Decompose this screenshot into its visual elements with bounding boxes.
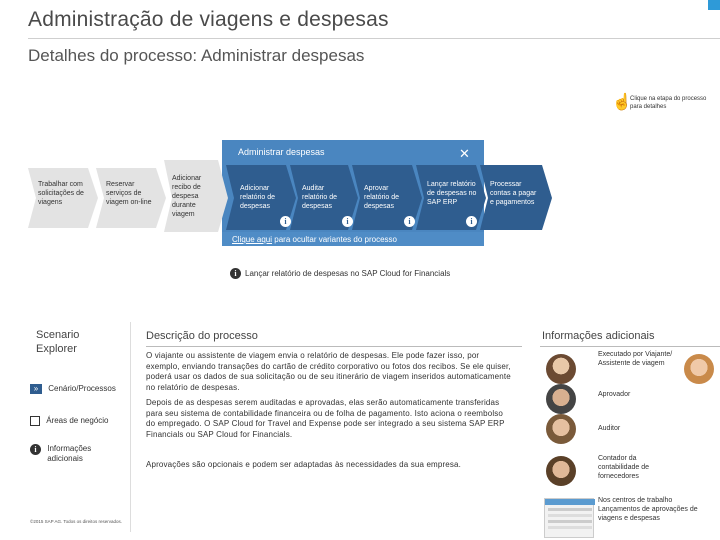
grid-icon xyxy=(30,416,40,426)
approver-avatar xyxy=(546,384,576,414)
variant-toggle xyxy=(232,235,397,244)
info-icon[interactable]: i xyxy=(230,268,241,279)
description-divider xyxy=(146,346,522,347)
chevron-right-icon: » xyxy=(30,384,42,394)
info-icon[interactable]: i xyxy=(342,216,353,227)
sidebar-item-cenario-processos[interactable] xyxy=(30,384,116,394)
page-subtitle: Detalhes do processo: Administrar despesas xyxy=(28,46,365,65)
step-processar-contas[interactable]: Processar contas a pagar e pagamentos xyxy=(490,181,537,206)
accountant-avatar xyxy=(546,456,576,486)
step-adicionar-recibo[interactable]: Adicionar recibo de despesa durante viagem xyxy=(172,175,202,218)
sidebar-item-label: Áreas de negócio xyxy=(46,416,109,426)
step-auditar-relatorio[interactable]: Auditar relatório de despesas xyxy=(302,185,338,210)
sidebar-item-label: Informações adicionais xyxy=(47,444,92,463)
sidebar-item-informacoes[interactable] xyxy=(30,444,120,464)
step-trabalhar-solicitacoes[interactable]: Trabalhar com solicitações de viagens xyxy=(38,181,84,206)
info-icon[interactable]: i xyxy=(280,216,291,227)
info-icon[interactable]: i xyxy=(404,216,415,227)
role-accountant: Contador da contabilidade de fornecedores xyxy=(598,455,649,480)
description-heading: Descrição do processo xyxy=(146,330,258,342)
sidebar-item-areas-negocio[interactable] xyxy=(30,416,109,426)
click-hint: Clique na etapa do processo para detalhes xyxy=(630,96,707,110)
auditor-avatar xyxy=(546,414,576,444)
workcenter-screen-icon xyxy=(545,499,595,539)
scenario-explorer-title: Scenario Explorer xyxy=(36,329,80,355)
description-paragraph: Depois de as despesas serem auditadas e aprovadas, elas serão automaticamente transferidas para seu sistema de contabilidade financeira ou de folha de pagamento. Isto aciona o reembolso do empregado. O SAP Cloud for Travel and Expense pode ser integrado a seu sistema SAP ERP Financials ou SAP Cloud for Financials. xyxy=(146,398,505,439)
description-paragraph: Aprovações são opcionais e podem ser adaptadas às necessidades da sua empresa. xyxy=(146,460,462,469)
info-icon[interactable]: i xyxy=(466,216,477,227)
description-paragraph: O viajante ou assistente de viagem envia o relatório de despesas. Ele pode fazer isso, por exemplo, enviando transações do cartão de crédito corporativo ou fotos dos recibos. Se ele quiser, poderá usar os dados de sua solicitação ou de seu itinerário de viagem inseridos automaticamente no relatório de despesas. xyxy=(146,351,511,392)
step-reservar-servicos[interactable]: Reservar serviços de viagem on-line xyxy=(106,181,152,206)
traveler-avatar xyxy=(546,354,576,384)
lane-label: Administrar despesas xyxy=(238,147,325,157)
variant-toggle-link[interactable]: Clique aqui xyxy=(232,235,273,244)
sidebar-item-label: Cenário/Processos xyxy=(48,384,116,394)
role-traveler: Executado por Viajante/ Assistente de viagem xyxy=(598,351,673,367)
variant-step-cloud-financials[interactable]: Lançar relatório de despesas no SAP Cloud for Financials xyxy=(245,269,451,278)
workcenter-text: Nos centros de trabalho Lançamentos de aprovações de viagens e despesas xyxy=(598,497,698,522)
step-adicionar-relatorio[interactable]: Adicionar relatório de despesas xyxy=(240,185,276,210)
additional-divider xyxy=(540,346,720,347)
copyright: ©2015 SAP AG. Todos os direitos reservados. xyxy=(30,519,122,524)
step-lancar-relatorio-erp[interactable]: Lançar relatório de despesas no SAP ERP xyxy=(427,181,477,206)
step-aprovar-relatorio[interactable]: Aprovar relatório de despesas xyxy=(364,185,400,210)
pointer-hand-icon: ☝ xyxy=(612,94,632,111)
close-icon[interactable]: ✕ xyxy=(459,146,470,161)
sidebar-divider xyxy=(130,322,131,532)
role-approver: Aprovador xyxy=(598,391,631,398)
assistant-avatar xyxy=(684,354,714,384)
additional-heading: Informações adicionais xyxy=(542,330,655,342)
variant-toggle-text: para ocultar variantes do processo xyxy=(272,235,397,244)
info-icon: i xyxy=(30,444,41,455)
workcenter-thumbnail xyxy=(544,498,594,538)
page-title: Administração de viagens e despesas xyxy=(28,8,389,31)
role-auditor: Auditor xyxy=(598,425,621,432)
